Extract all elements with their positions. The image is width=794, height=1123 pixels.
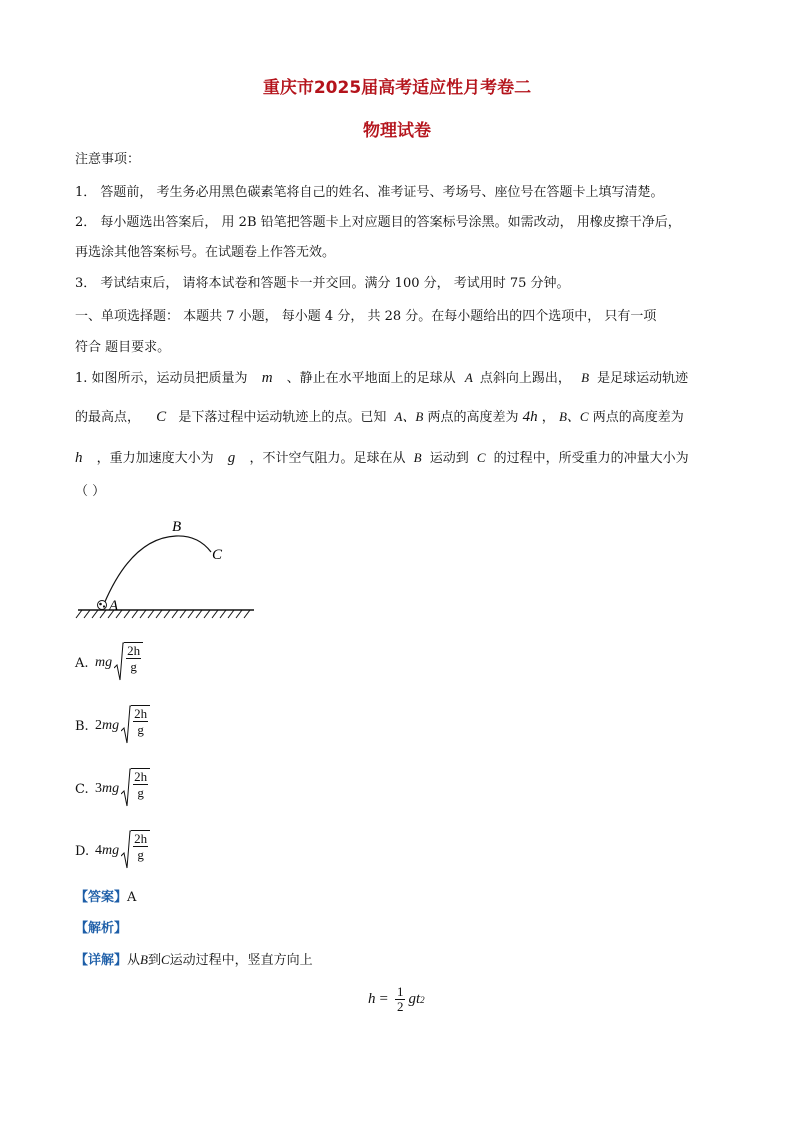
question-1-line-2	[75, 408, 684, 427]
ground-hatching	[76, 610, 250, 618]
option-d[interactable]	[75, 831, 150, 871]
sqrt-expression: $\frac{2h}{g}$	[121, 768, 150, 810]
var-c: C	[476, 450, 486, 465]
option-coefficient: 3mg	[95, 781, 120, 796]
question-1-line-3	[75, 449, 689, 468]
notes-item-3: 3． 考试结束后， 请将本试卷和答题卡一并交回。满分 100 分， 考试用时 75 分钟。	[75, 276, 570, 291]
q1-text: 的过程中，所受重力的冲量大小为	[493, 451, 689, 466]
option-letter: A.	[75, 655, 89, 671]
answer-value: A	[127, 890, 137, 905]
q1-text: 两点的高度差为	[427, 410, 519, 425]
label-b: B	[172, 519, 182, 535]
q1-text: 运动到	[429, 451, 469, 466]
var-bc: B、C	[558, 409, 589, 424]
option-coefficient: 2mg	[95, 718, 120, 733]
label-c: C	[212, 547, 223, 563]
option-c[interactable]	[75, 769, 150, 809]
sqrt-expression: $\frac{2h}{g}$	[121, 705, 150, 747]
var-ab: A、B	[394, 409, 424, 424]
section-heading-line-1: 一、单项选择题： 本题共 7 小题， 每小题 4 分， 共 28 分。在每小题给出的四个选项中， 只有一项	[75, 309, 657, 324]
notes-item-2-line-2: 再选涂其他答案标号。在试题卷上作答无效。	[75, 245, 336, 260]
answer-label: 【答案】	[75, 890, 128, 905]
var-h: h	[75, 450, 83, 466]
q1-text: 的最高点，	[75, 410, 141, 425]
analysis-line	[75, 920, 127, 938]
section-heading-line-2: 符合 题目要求。	[75, 340, 171, 355]
option-coefficient: 4mg	[95, 843, 120, 858]
option-letter: D.	[75, 843, 90, 859]
q1-text: 点斜向上踢出，	[479, 371, 571, 386]
trajectory-figure	[70, 512, 270, 624]
exam-subtitle: 物理试卷	[363, 121, 431, 141]
answer-parentheses: （ ）	[75, 484, 106, 499]
q1-text: 是下落过程中运动轨迹上的点。已知	[178, 410, 387, 425]
detail-line: 【详解】从B到C运动过程中，竖直方向上	[75, 952, 313, 968]
notes-item-2-line-1: 2． 每小题选出答案后， 用 2B 铅笔把答题卡上对应题目的答案标号涂黑。如需改动， 用橡皮擦干净后，	[75, 215, 681, 230]
ball-trajectory	[104, 536, 211, 604]
option-b[interactable]	[75, 706, 150, 746]
q1-text: 两点的高度差为	[592, 410, 684, 425]
var-m: m	[261, 370, 273, 386]
var-b: B	[413, 450, 422, 465]
var-g: g	[227, 450, 236, 466]
q1-text: ，重力加速度大小为	[96, 451, 214, 466]
sqrt-expression: $\frac{2h}{g}$	[121, 830, 150, 872]
kinematics-formula: h = $\frac{1}{2}$ gt 2	[368, 984, 425, 1014]
sqrt-expression: $\frac{2h}{g}$	[114, 642, 143, 684]
var-c: C	[161, 952, 170, 967]
label-a: A	[109, 598, 119, 614]
exam-title: 重庆市2025届高考适应性月考卷二	[262, 78, 532, 98]
question-1-line-1	[75, 369, 688, 388]
option-letter: C.	[75, 781, 89, 797]
q1-text: 1. 如图所示，运动员把质量为	[75, 371, 248, 386]
football-icon	[98, 601, 107, 610]
var-b: B	[581, 370, 590, 385]
var-4h: 4h	[522, 409, 538, 425]
var-b: B	[140, 952, 148, 967]
q1-text: 、静止在水平地面上的足球从	[286, 371, 456, 386]
analysis-label: 【解析】	[75, 921, 128, 936]
notes-heading: 注意事项：	[75, 152, 141, 167]
q1-text: ，不计空气阻力。足球在从	[249, 451, 406, 466]
notes-item-1: 1． 答题前， 考生务必用黑色碳素笔将自己的姓名、准考证号、考场号、座位号在答题卡上填写清楚。	[75, 185, 664, 200]
var-c: C	[156, 409, 167, 425]
detail-label: 【详解】	[75, 953, 128, 968]
q1-text: 是足球运动轨迹	[597, 371, 689, 386]
option-a[interactable]	[75, 643, 143, 683]
var-a: A	[464, 370, 473, 385]
answer-line	[75, 889, 136, 907]
option-letter: B.	[75, 718, 89, 734]
option-coefficient: mg	[95, 655, 113, 670]
q1-text: ，	[541, 410, 555, 425]
